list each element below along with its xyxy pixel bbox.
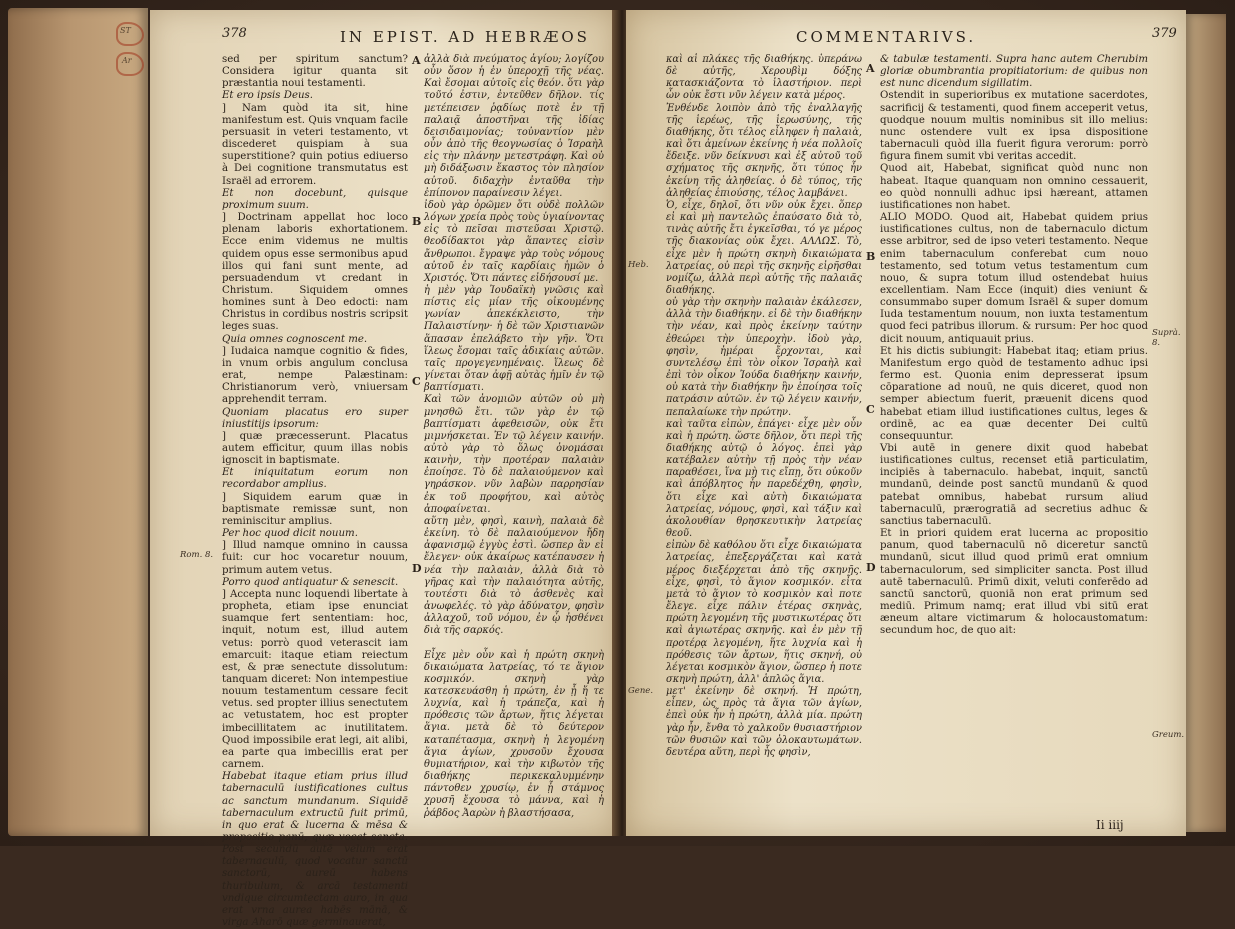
right-page-number: 379 [1152,26,1177,41]
latin-para: sed per spiritum sanctum? Considera igitur quanta sit præstantia noui testamenti. [222,54,408,90]
margin-note-supra: Suprà. 8. [1152,328,1181,348]
signature-mark: Ii iiij [1096,818,1124,832]
right-page [626,10,1186,836]
latin-para: ] quæ præcesserunt. Placatus autem efficitur, quum illas nobis ignoscit in baptismate. [222,430,408,467]
latin-lemma: Et ero ipsis Deus. [222,90,313,102]
column-letter-c: C [866,403,875,416]
handwritten-note-1: ST [120,26,131,35]
left-greek-column [424,54,604,832]
left-latin-column [222,54,408,929]
latin-lemma: Et iniquitatum eorum non recordabor amplius. [222,467,408,491]
greek-para: οὐ γὰρ τὴν σκηνὴν παλαιὰν ἐκάλεσεν, ἀλλὰ τὴν διαθήκην. εἰ δὲ τὴν διαθήκην τὴν νέαν, καὶ πρὸς ἐκείνην ταύτην ἐθεώρει τὴν ὑπεροχὴν. ἰδοὺ γὰρ, φησὶν, ἡμέραι ἔρχονται, καὶ συντελέσω ἐπὶ τὸν οἶκον Ἰσραὴλ καὶ ἐπὶ τὸν οἶκον Ἰούδα διαθήκην καινήν, οὐ κατὰ τὴν διαθήκην ἣν ἐποίησα τοῖς πατράσιν αὐτῶν. ἐν τῷ λέγειν καινήν, πεπαλαίωκε τὴν πρώτην. [666,297,862,418]
column-letter-a: A [412,54,421,67]
latin-para: ] Illud namque omnino in caussa fuit: cur hoc vocaretur nouum, primum autem vetus. [222,540,408,576]
right-greek-column [666,54,862,832]
latin-para: ] Siquidem earum quæ in baptismate remissæ sunt, non reminiscitur amplius. [222,491,408,527]
left-running-head: IN EPIST. AD HEBRÆOS [340,28,590,46]
margin-note-greum: Greum. [1152,730,1185,740]
latin-lemma: Quoniam placatus ero super iniustitijs ipsorum: [222,406,408,430]
handwritten-note-2: Ar [122,56,132,65]
latin-para: ] Accepta nunc loquendi libertate à propheta, etiam ipse enunciat suamque fert sententiam: hoc, inquit, notum est, illud autem vetus: porrò quod veterascit iam emarcuit: itaque etiam reiectum est, & præ senectute dissolutum: tanquam diceret: Non intempestiue nouum testamentum cessare fecit vetus. sed propter illius senectutem ac vetustatem, hoc est propter imbecillitatem ac inutilitatem. Quod impossibile erat legi, ait alibi, ea parte qua imbecillis erat per carnem. [222,588,408,771]
margin-note-heb: Heb. [628,260,649,270]
latin-scripture: & tabulæ testamenti. Supra hanc autem Cherubim gloriæ obumbrantia propitiatorium: de quibus non est nunc dicendum sigillatim. [880,54,1148,90]
latin-para: Et his dictis subiungit: Habebat itaq; etiam prius. Manifestum ergo quòd de testamento adhuc ipsi fermo est. Quonia enim depresserat ipsum cōparatione ad nouū, ne quis diceret, quod non semper abiectum fuerit, præuenit dicens quod habebat etiam illud iustificationes cultus, leges & ordinē, ac ea quæ decenter Dei cultū consequuntur. [880,345,1148,442]
previous-page-edge [8,8,148,836]
latin-para: Ostendit in superioribus ex mutatione sacerdotes, sacrificij & testamenti, quod finem acceperit vetus, quodque nouum multis nominibus sit illo melius: nunc ostendere vult ex ipsa dispositione tabernaculi quòd illa fuerit figura verorum: porrò figura finem sumit vbi veritas accedit. [880,90,1148,163]
margin-note-gene: Gene. [628,686,654,696]
column-letter-d: D [412,562,422,575]
greek-para: ἡ μὲν γὰρ Ἰουδαϊκὴ γνῶσις καὶ πίστις εἰς μίαν τῆς οἰκουμένης γωνίαν ἀπεκέκλειστο, τὴν Παλαιστίνην· ἡ δὲ τῶν Χριστιανῶν ἅπασαν ἐπελάβετο τὴν γῆν. Ὅτι ἵλεως ἔσομαι ταῖς ἀδικίαις αὐτῶν. ταῖς προγεγενημέναις. ἵλεως δὲ γίνεται ὅταν ἀφῇ αὐτὰς ἡμῖν ἐν τῷ βαπτίσματι. [424,284,604,394]
latin-para: ] Nam quòd ita sit, hine manifestum est. Quis vnquam facile persuasit in veteri testamento, vt discederet quispiam à sua superstitione? quin potius ediuerso à Dei cognitione transmutatus est Israël ad errorem. [222,102,408,187]
column-letter-a: A [866,62,875,75]
greek-para: Ὁ, εἶχε, δηλοῖ, ὅτι νῦν οὐκ ἔχει. ὅπερ εἰ καὶ μὴ παντελῶς ἐπαύσατο διὰ τὸ, τινὰς αὐτῆς ἔτι ἐγκεῖσθαι, τό γε μέρος τῆς διακονίας οὐκ ἔχει. ΑΛΛΩΣ. Τὸ, εἶχε μὲν ἡ πρώτη σκηνὴ δικαιώματα λατρείας, οὐ περὶ τῆς σκηνῆς εἰρῆσθαι νομίζω, ἀλλὰ περὶ αὐτῆς τῆς παλαιᾶς διαθήκης. [666,199,862,296]
latin-lemma: Porro quod antiquatur & senescit. [222,576,399,588]
margin-note-rom: Rom. 8. [180,550,214,560]
latin-lemma: Quia omnes cognoscent me. [222,333,368,345]
left-page-number: 378 [222,26,247,41]
latin-para: Et in priori quidem erat lucerna ac propositio panum, quod tabernaculū nō diceretur sanctū mundanū, sicut illud quod primū erat omnium tabernaculorum, sed simpliciter sancta. Post illud autē tabernaculū. Primū dixit, veluti conferēdo ad sanctū sanctorū, quoniā non erat primum sed mediū. Primum namq; erat illud vbi sitū erat æneum altare victimarum & holocaustomatum: secundum hoc, de quo ait: [880,528,1148,637]
right-running-head: COMMENTARIVS. [796,28,977,46]
greek-para: ἀλλὰ διὰ πνεύματος ἁγίου; λογίζου οὖν ὅσον ἡ ἐν ὑπεροχῇ τῆς νέας. Καὶ ἔσομαι αὐτοῖς εἰς θεόν. ὅτι γὰρ τοῦτό ἐστιν, ἐντεῦθεν δῆλον. τίς μετέπεισεν ῥᾳδίως ποτὲ ἐν τῇ παλαιᾷ ἀποστῆναι τῆς ἰδίας δεισιδαιμονίας; τοὐναντίον μὲν οὖν ἀπὸ τῆς θεογνωσίας ὁ Ἰσραὴλ εἰς τὴν πλάνην μετεστράφη. Καὶ οὐ μὴ διδάξωσιν ἕκαστος τὸν πλησίον αὐτοῦ. διδαχὴν ἐνταῦθα τὴν ἐπίπονον παραίνεσιν λέγει. [424,54,604,199]
latin-lemma: Et non docebunt, quisque proximum suum. [222,187,408,211]
greek-para: εἰπὼν δὲ καθόλου ὅτι εἶχε δικαιώματα λατρείας, ἐπεξεργάζεται καὶ κατὰ μέρος διεξέρχεται ἀπὸ τῆς σκηνῆς. εἶχε, φησὶ, τὸ ἅγιον κοσμικόν. εἶτα μετὰ τὸ ἅγιον τὸ κοσμικὸν καὶ ποτε ἔλεγε. εἶχε πάλιν ἑτέρας σκηνὰς, πρώτη λεγομένη τῆς μυστικωτέρας ὅτι καὶ ἁγιωτέρας σκηνῆς. καὶ ἐν μὲν τῇ προτέρᾳ λεγομένη, ἥτε λυχνία καὶ ἡ πρόθεσις τῶν ἄρτων, ἥτις σκηνή, οὐ λέγεται κοσμικὸν ἅγιον, ὥσπερ ἡ ποτε σκηνὴ πρώτη, ἀλλ' ἁπλῶς ἅγια. [666,540,862,685]
column-letter-d: D [866,561,876,574]
latin-para: ALIO MODO. Quod ait, Habebat quidem prius iustificationes cultus, non de tabernaculo dictum esse arbitror, sed de ipso veteri testamento. Neque enim tabernaculum conferebat cum nouo testamento, sed totum vetus testamentum cum nouo, & supra totum illud ostendebat huius excellentiam. Nam Ecce (inquit) dies veniunt & consummabo super domum Israël & super domum Iuda testamentum nouum, non iuxta testamentum quod feci patribus illorum. & rursum: Per hoc quod dicit nouum, antiquauit prius. [880,212,1148,345]
latin-lemma: Per hoc quod dicit nouum. [222,528,358,540]
greek-para: ἰδοὺ γὰρ ὁρῶμεν ὅτι οὐδὲ πολλῶν λόγων χρεία πρὸς τοὺς ὑγιαίνοντας εἰς τὸ πεῖσαι πιστεῦσαι Χριστῷ. θεοδίδακτοι γὰρ ἅπαντες εἰσὶν ἄνθρωποι. ἔγραψε γὰρ τοὺς νόμους αὐτοῦ ἐν ταῖς καρδίαις ἡμῶν ὁ Χριστός. Ὅτι πάντες εἰδήσουσί με. [424,199,604,284]
column-letter-c: C [412,375,421,388]
next-page-edge [1186,14,1226,832]
column-letter-b: B [866,250,876,263]
greek-scripture: Εἶχε μὲν οὖν καὶ ἡ πρώτη σκηνὴ δικαιώματα λατρείας, τό τε ἅγιον κοσμικόν. σκηνὴ γὰρ κατεσκευάσθη ἡ πρώτη, ἐν ᾗ ἥ τε λυχνία, καὶ ἡ τράπεζα, καὶ ἡ πρόθεσις τῶν ἄρτων, ἥτις λέγεται ἅγια. μετὰ δὲ τὸ δεύτερον καταπέτασμα, σκηνὴ ἡ λεγομένη ἅγια ἁγίων, χρυσοῦν ἔχουσα θυμιατήριον, καὶ τὴν κιβωτὸν τῆς διαθήκης περικεκαλυμμένην πάντοθεν χρυσίῳ, ἐν ᾗ στάμνος χρυσῆ ἔχουσα τὸ μάννα, καὶ ἡ ῥάβδος Ἀαρὼν ἡ βλαστήσασα, [424,649,604,819]
greek-para: Καὶ τῶν ἀνομιῶν αὐτῶν οὐ μὴ μνησθῶ ἔτι. τῶν γὰρ ἐν τῷ βαπτίσματι ἀφεθεισῶν, οὐκ ἔτι μιμνήσκεται. Ἐν τῷ λέγειν καινήν. αὐτὸ γὰρ τὸ ὅλως ὀνομάσαι καινὴν, τὴν προτέραν παλαιὰν ἐποίησε. Τὸ δὲ παλαιούμενον καὶ γηράσκον. νῦν λαβὼν παρρησίαν ἐκ τοῦ προφήτου, καὶ αὐτὸς ἀποφαίνεται. [424,394,604,515]
greek-para: Ἐνθένδε λοιπὸν ἀπὸ τῆς ἐναλλαγῆς τῆς ἱερέως, τῆς ἱερωσύνης, τῆς διαθήκης, ὅτι τέλος εἶληφεν ἡ παλαιὰ, καὶ ὅτι ἀμείνων ἐκείνης ἡ νέα πολλοῖς ἔδειξε. νῦν δείκνυσι καὶ ἐξ αὐτοῦ τοῦ σχήματος τῆς σκηνῆς, ὅτι τύπος ἦν ἐκείνη τῆς ἀληθείας. ὁ δὲ τύπος, τῆς ἀληθείας ἐπιούσης, τέλος λαμβάνει. [666,102,862,199]
left-page [150,10,618,929]
latin-para: Quod ait, Habebat, significat quòd nunc non habeat. Itaque quanquam non omnino cessauerit, eo quòd nonnulli adhuc ipsi hæreant, attamen iustificationes non habet. [880,163,1148,211]
greek-para: αὕτη μὲν, φησὶ, καινὴ, παλαιὰ δὲ ἐκείνη. τὸ δὲ παλαιούμενον ἤδη ἀφανισμῷ ἐγγὺς ἐστὶ. ὥσπερ ἂν εἰ ἔλεγεν· οὐκ ἀκαίρως κατέπαυσεν ἡ νέα τὴν παλαιὰν, ἀλλὰ διὰ τὸ γῆρας καὶ τὴν παλαιότητα αὐτῆς, τουτέστι διὰ τὸ ἀσθενὲς καὶ ἀνωφελές. τὸ γὰρ ἀδύνατον, φησὶν ἀλλαχοῦ, τοῦ νόμου, ἐν ᾧ ἠσθένει διὰ τῆς σαρκός. [424,515,604,637]
greek-para: καὶ αἱ πλάκες τῆς διαθήκης. ὑπεράνω δὲ αὐτῆς, Χερουβὶμ δόξης κατασκιάζοντα τὸ ἱλαστήριον. περὶ ὧν οὐκ ἔστι νῦν λέγειν κατὰ μέρος. [666,54,862,102]
greek-para: μετ' ἐκείνην δὲ σκηνή. Ἡ πρώτη, εἶπεν, ὡς πρὸς τὰ ἅγια τῶν ἁγίων, ἐπεὶ οὐκ ἦν ἡ πρώτη, ἀλλὰ μία. πρώτη γὰρ ἦν, ἔνθα τὸ χαλκοῦν θυσιαστήριον τῶν θυσιῶν καὶ τῶν ὁλοκαυτωμάτων. δευτέρα αὕτη, περὶ ἧς φησὶν, [666,686,862,758]
greek-para: καὶ ταῦτα εἰπὼν, ἐπάγει· εἶχε μὲν οὖν καὶ ἡ πρώτη. ὥστε δῆλον, ὅτι περὶ τῆς διαθήκης αὐτῷ ὁ λόγος. ἐπεὶ γὰρ κατέβαλεν αὐτὴν τῇ πρὸς τὴν νέαν παραθέσει, ἵνα μὴ τις εἴπῃ, ὅτι οὐκοῦν καὶ ἀπόβλητος ἦν παρεδέχθη, φησὶν, ὅτι εἶχε καὶ αὐτὴ δικαιώματα λατρείας, νόμους, φησὶ, καὶ τάξιν καὶ ἀκολουθίαν θρησκευτικὴν λατρείας θεοῦ. [666,418,862,540]
latin-scripture: Habebat itaque etiam prius illud tabernaculū iustificationes cultus ac sanctum mundanum. Siquidē tabernaculum extructū fuit primū, in quo erat & lucerna & mēsa & propositio panū, quæ vocat sancta. Post secundū autē velum erat tabernaculū, quod vocatur sanctū sanctorū, aureū habens thuribulum, & arcā testamenti vndique circumtectam auro, in qua erat vrna aurea habēs mānā, & virga Aharō quæ germinauerat, [222,771,408,929]
latin-para: Vbi autē in genere dixit quod habebat iustificationes cultus, recenset etiā particulatim, incipiēs à tabernaculo. habebat, inquit, sanctū mundanū, deinde post sanctū mundanū & quod patebat omnibus, habebat rursum aliud tabernaculū, prærogratiā ad secretius adhuc & sanctius tabernaculū. [880,443,1148,527]
right-latin-column [880,54,1148,814]
latin-para: ] Doctrinam appellat hoc loco plenam laboris exhortationem. Ecce enim videmus ne multis quidem opus esse sermonibus apud illos qui fani sunt mente, ad persuadendum vt credant in Christum. Siquidem omnes homines sunt à Deo edocti: nam Christus in cordibus nostris scripsit leges suas. [222,212,408,333]
latin-para: ] Iudaica namque cognitio & fides, in vnum orbis angulum conclusa erat, nempe Palæstinam: Christianorum verò, vniuersam apprehendit terram. [222,345,408,406]
column-letter-b: B [412,215,422,228]
